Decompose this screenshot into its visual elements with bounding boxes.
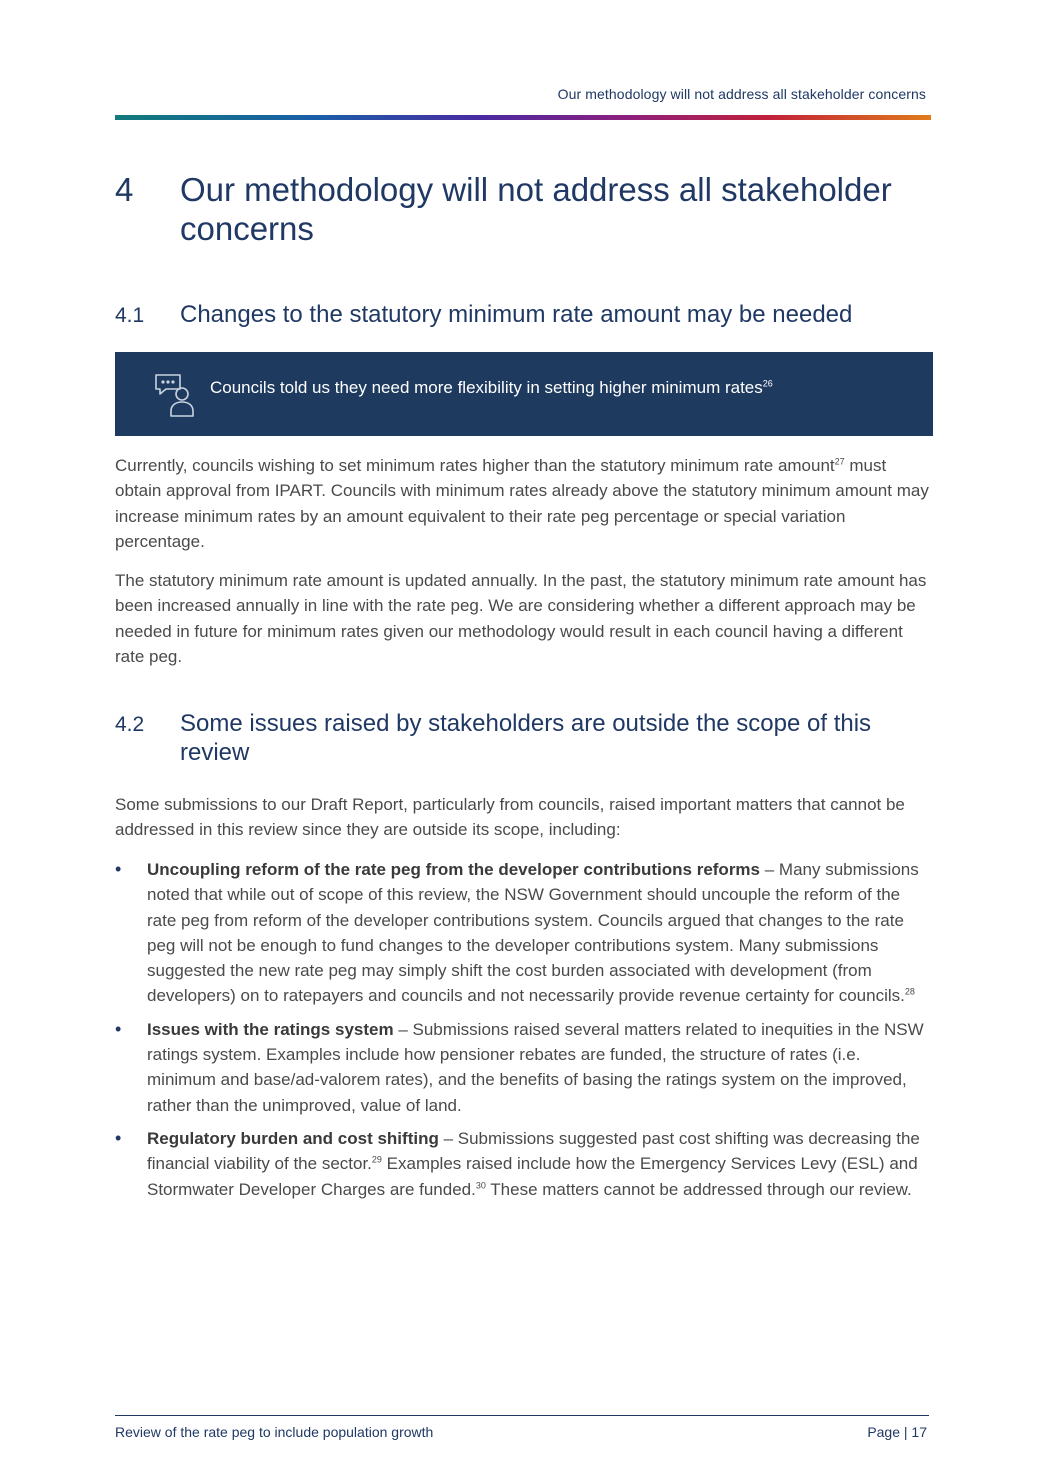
footnote-ref: 29 [371, 1154, 382, 1165]
section-title: Changes to the statutory minimum rate amount may be needed [180, 301, 853, 328]
running-header: Our methodology will not address all stakeholder concerns [557, 86, 926, 102]
body-paragraph: Currently, councils wishing to set minimum rates higher than the statutory minimum rate amount$^{27}$ must obtain approval from IPART. Councils with minimum rates already above the statutory minimum amount may increase minimum rates by an amount equivalent to their rate peg percentage or special variation percentage. [115, 456, 929, 551]
footnote-ref: 28 [904, 986, 915, 997]
body-paragraph: The statutory minimum rate amount is updated annually. In the past, the statutory minimum rate amount has been increased annually in line with the rate peg. We are considering whether a different approach may be needed in future for minimum rates given our methodology would result in each council having a different rate peg. [115, 571, 927, 666]
footer-report-title: Review of the rate peg to include population growth [115, 1424, 434, 1440]
section-heading-4-1 [115, 300, 935, 329]
footer-page-number: Page | 17 [867, 1424, 927, 1440]
bullet-list [115, 857, 930, 1210]
chapter-title: Our methodology will not address all stakeholder concerns [180, 171, 892, 247]
footnote-ref: 30 [475, 1179, 486, 1190]
chapter-heading [115, 170, 935, 248]
list-item: • Regulatory burden and cost shifting – Submissions suggested past cost shifting was decreasing the financial viability of the sector.$^{29}$ Examples raised include how the Emergency Services Levy (ESL) and Stormwater Developer Charges are funded.$^{30}$ These matters cannot be addressed through our review. [115, 1126, 930, 1202]
header-gradient-rule [115, 115, 931, 120]
section-title: Some issues raised by stakeholders are outside the scope of this review [180, 710, 872, 766]
section-number: 4.1 [115, 304, 145, 327]
body-paragraph: Some submissions to our Draft Report, particularly from councils, raised important matters that cannot be addressed in this review since they are outside its scope, including: [115, 795, 905, 840]
discussion-person-icon [153, 372, 199, 418]
list-item: • Issues with the ratings system – Submissions raised several matters related to inequities in the NSW ratings system. Examples include how pensioner rebates are funded, the structure of rates (i.e. minimum and base/ad-valorem rates), and the benefits of basing the ratings system on the improved, rather than the unimproved, value of land. [115, 1017, 930, 1118]
callout-box [115, 352, 933, 436]
callout-text: Councils told us they need more flexibility in setting higher minimum rates$^{26}$ [210, 378, 773, 397]
section-heading-4-2 [115, 709, 935, 767]
list-item: • Uncoupling reform of the rate peg from the developer contributions reforms – Many submissions noted that while out of scope of this review, the NSW Government should uncouple the reform of the rate peg from reform of the developer contributions system. Councils argued that changes to the rate peg will not be enough to fund changes to the developer contributions system. Many submissions suggested the new rate peg may simply shift the cost burden associated with development (from developers) on to ratepayers and councils and not necessarily provide revenue certainty for councils.$^{28}$ [115, 857, 930, 1009]
footer-rule [115, 1415, 929, 1416]
section-number: 4.2 [115, 713, 145, 736]
chapter-number: 4 [115, 171, 134, 208]
footnote-ref: 27 [834, 456, 845, 467]
footnote-ref: 26 [762, 378, 773, 389]
